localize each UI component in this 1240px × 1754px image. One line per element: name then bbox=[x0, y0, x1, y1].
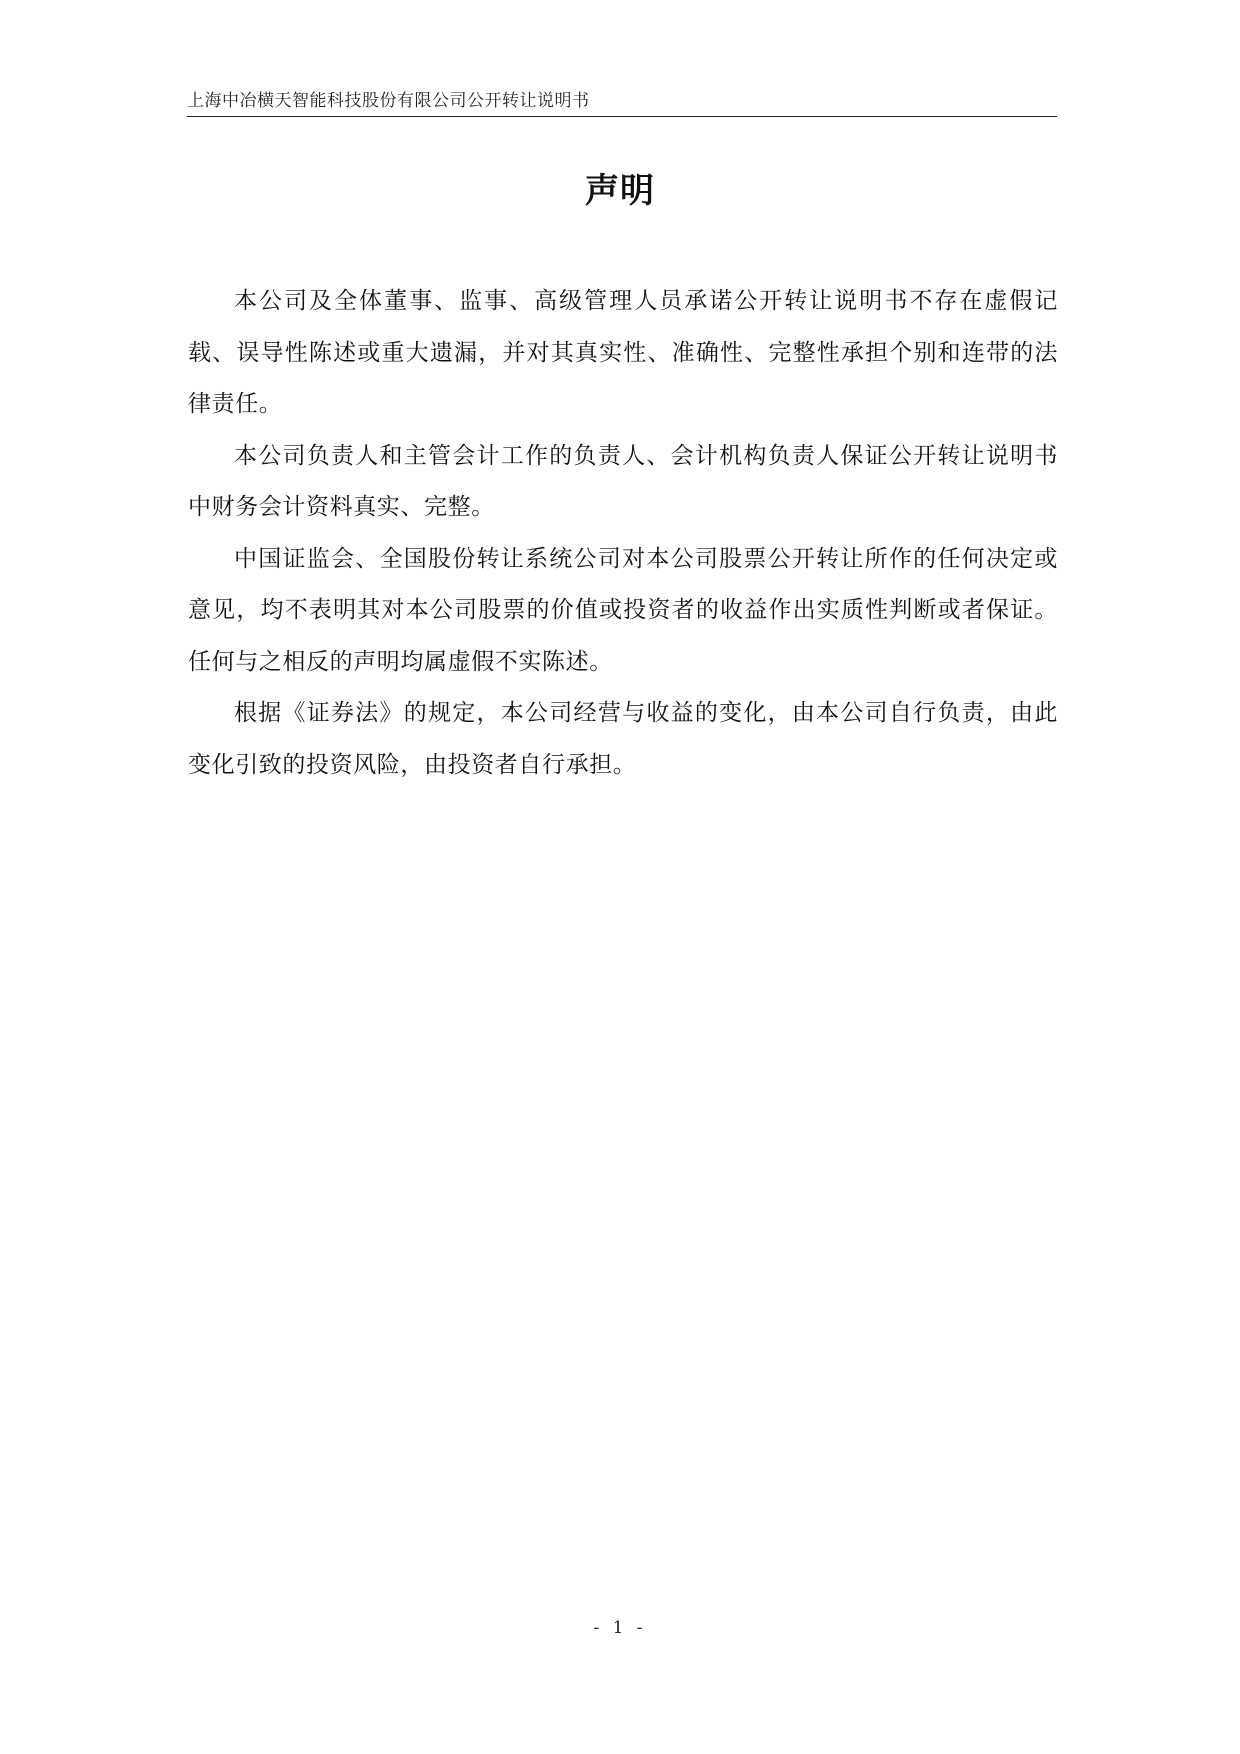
paragraph-4: 根据《证券法》的规定，本公司经营与收益的变化，由本公司自行负责，由此变化引致的投资风险，由投资者自行承担。 bbox=[188, 700, 1058, 778]
page-number: - 1 - bbox=[593, 1618, 647, 1638]
statement-body bbox=[188, 276, 1058, 791]
paragraph-3: 中国证监会、全国股份转让系统公司对本公司股票公开转让所作的任何决定或意见，均不表明其对本公司股票的价值或投资者的收益作出实质性判断或者保证。任何与之相反的声明均属虚假不实陈述。 bbox=[188, 545, 1058, 675]
page-title: 声明 bbox=[585, 171, 655, 211]
header-title: 上海中冶横天智能科技股份有限公司公开转让说明书 bbox=[187, 91, 590, 111]
page-header bbox=[187, 84, 1057, 117]
paragraph-2: 本公司负责人和主管会计工作的负责人、会计机构负责人保证公开转让说明书中财务会计资料真实、完整。 bbox=[188, 442, 1058, 520]
paragraph-1: 本公司及全体董事、监事、高级管理人员承诺公开转让说明书不存在虚假记载、误导性陈述或重大遗漏，并对其真实性、准确性、完整性承担个别和连带的法律责任。 bbox=[188, 288, 1058, 417]
